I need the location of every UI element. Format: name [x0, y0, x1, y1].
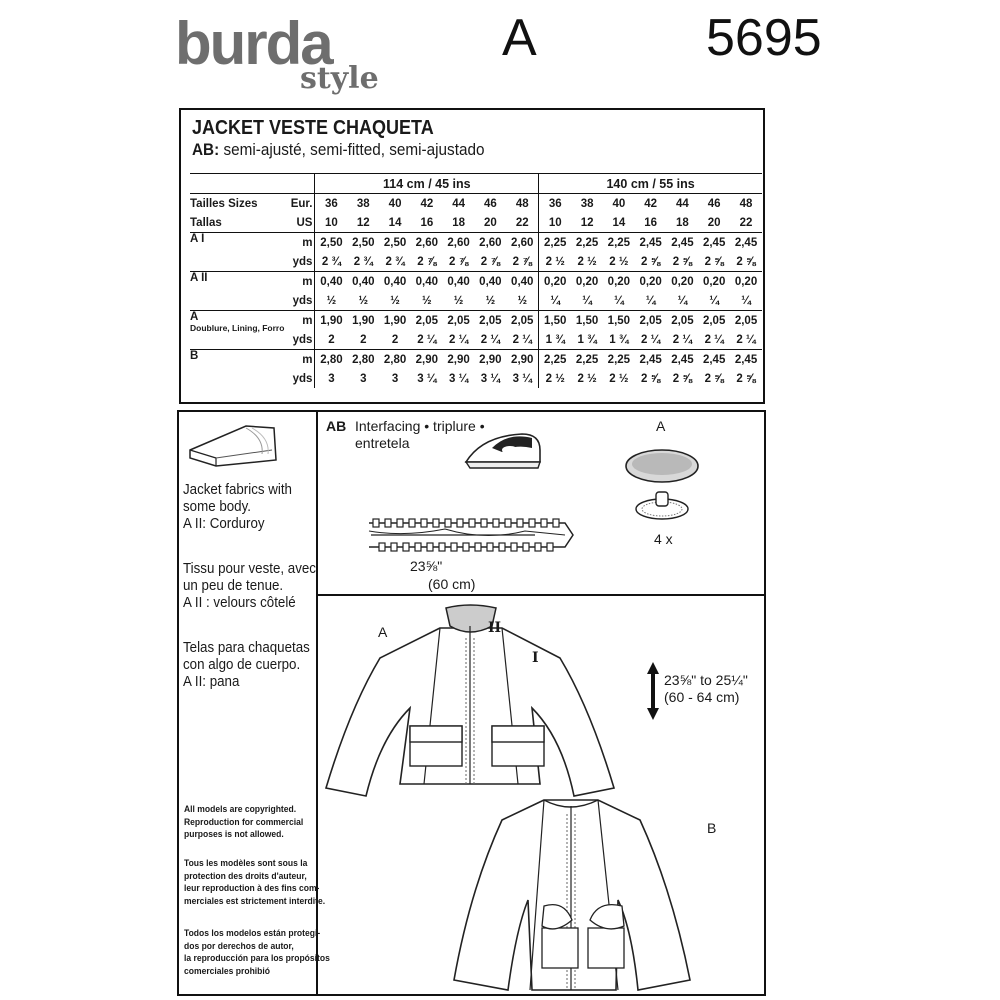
yard-cell: 2 ¾ [353, 255, 373, 268]
yard-cell: ½ [326, 294, 337, 307]
size-eur-cell: 36 [539, 194, 571, 214]
meter-cell: 2,90 [443, 350, 475, 370]
yard-cell: 2 ¼ [704, 333, 724, 346]
row-label [190, 233, 284, 272]
unit-yds: yds [284, 330, 315, 350]
fabric-en-line: some body. [183, 499, 251, 515]
yard-cell: 2 ¼ [641, 333, 661, 346]
yard-cell: 2 ½ [609, 255, 629, 268]
yard-cell: 2 ½ [545, 372, 565, 385]
size-us-cell: 14 [388, 216, 402, 229]
meter-cell: 2,80 [379, 350, 411, 370]
meter-cell: 2,05 [667, 311, 699, 331]
yard-cell: ¼ [614, 294, 624, 307]
meter-cell: 2,50 [347, 233, 379, 253]
yard-cell: 2 ⅞ [417, 255, 437, 268]
size-eur-cell: 38 [347, 194, 379, 214]
meter-cell: 2,45 [635, 350, 667, 370]
fabric-fr-line: un peu de tenue. [183, 578, 284, 594]
unit-m: m [284, 233, 315, 253]
meter-cell: 1,90 [379, 311, 411, 331]
yard-cell: 2 ⅞ [506, 252, 538, 272]
brand-logo-sub: style [300, 61, 379, 96]
copyright-line: Todos los modelos están protegi- [184, 928, 321, 939]
size-eur-cell: 36 [315, 194, 347, 214]
size-eur-cell: 42 [411, 194, 443, 214]
length-arrow-icon [645, 660, 661, 722]
size-us-cell: 16 [644, 216, 658, 229]
table-row [190, 194, 762, 214]
jacket-a-drawing [320, 598, 620, 810]
unit-yds: yds [284, 369, 315, 388]
yardage-table [190, 173, 762, 388]
yard-cell: 2 [328, 333, 335, 346]
yard-cell: 2 ⅝ [704, 255, 724, 268]
yard-cell: 2 [360, 333, 367, 346]
subtitle-text: semi-ajusté, semi-fitted, semi-ajustado [219, 140, 485, 159]
meter-cell: 1,90 [315, 311, 347, 331]
table-row [190, 311, 762, 331]
view-letter: A [502, 9, 537, 67]
size-eur-cell: 44 [667, 194, 699, 214]
copyright-line: protection des droits d'auteur, [184, 870, 307, 882]
copyright-es [184, 928, 330, 978]
table-row [190, 350, 762, 370]
subtitle-prefix: AB: [192, 140, 220, 159]
meter-cell: 2,45 [698, 233, 730, 253]
yard-cell: 3 ¼ [506, 369, 538, 388]
yard-cell: ½ [390, 294, 400, 307]
meter-cell: 2,25 [603, 233, 635, 253]
zipper-length: 23⅝" [410, 558, 443, 574]
size-us-cell: 14 [612, 216, 626, 229]
copyright-fr [184, 858, 325, 908]
unit-m: m [284, 272, 315, 292]
row-label [190, 350, 284, 389]
us-label: US [284, 213, 315, 233]
yard-cell: ½ [506, 291, 538, 311]
meter-cell: 2,80 [347, 350, 379, 370]
yard-cell: 2 ¼ [506, 330, 538, 350]
fabric-fr-line: A II : velours côtelé [183, 595, 296, 611]
size-eur-cell: 40 [379, 194, 411, 214]
size-eur-cell: 46 [474, 194, 506, 214]
meter-cell: 2,05 [443, 311, 475, 331]
yard-cell: 3 [360, 372, 367, 385]
meter-cell: 2,45 [635, 233, 667, 253]
unit-yds: yds [284, 291, 315, 311]
yard-cell: ½ [485, 294, 496, 307]
yard-cell: 2 ⅝ [641, 372, 661, 385]
yard-cell: ¼ [741, 294, 751, 307]
meter-cell: 2,60 [443, 233, 475, 253]
size-us-cell: 10 [548, 216, 562, 229]
yard-cell: 2 ¼ [480, 333, 500, 346]
copyright-line: dos por derechos de autor, [184, 940, 294, 952]
meter-cell: 2,60 [411, 233, 443, 253]
yard-cell: 2 [391, 333, 399, 346]
meter-cell: 0,20 [571, 272, 603, 292]
fabric-swatch-icon [186, 420, 278, 470]
copyright-line: purposes is not allowed. [184, 829, 284, 840]
meter-cell: 0,40 [347, 272, 379, 292]
iron-icon [462, 428, 544, 472]
meter-cell: 0,40 [315, 272, 347, 292]
meter-cell: 0,40 [411, 272, 443, 292]
buttons-label: A [656, 418, 666, 434]
meter-cell: 2,05 [411, 311, 443, 331]
copyright-line: la reproducción para los propósitos [184, 953, 330, 964]
yard-cell: 2 ½ [577, 255, 597, 268]
yard-cell: 3 ¼ [449, 372, 469, 385]
meter-cell: 0,40 [379, 272, 411, 292]
meter-cell: 0,20 [730, 272, 762, 292]
width-group-114: 114 cm / 45 ins [315, 174, 539, 194]
meter-cell: 2,05 [474, 311, 506, 331]
meter-cell: 2,45 [667, 350, 699, 370]
yard-cell: ¼ [582, 294, 592, 307]
copyright-line: All models are copyrighted. [184, 804, 297, 815]
meter-cell: 0,40 [506, 272, 538, 292]
pattern-number: 5695 [706, 9, 822, 67]
interfacing-line: entretela [355, 435, 410, 451]
meter-cell: 1,50 [571, 311, 603, 331]
size-eur-cell: 48 [506, 194, 538, 214]
unit-yds: yds [284, 252, 315, 272]
yard-cell: 2 ¼ [672, 333, 692, 346]
meter-cell: 1,50 [603, 311, 635, 331]
meter-cell: 2,45 [698, 350, 730, 370]
yard-cell: 2 ⅝ [736, 372, 756, 385]
meter-cell: 2,90 [411, 350, 443, 370]
meter-cell: 0,20 [603, 272, 635, 292]
yard-cell: 2 ¼ [736, 333, 756, 346]
yard-cell: 2 ¼ [449, 333, 469, 346]
meter-cell: 2,05 [730, 311, 762, 331]
yard-cell: ¼ [677, 294, 688, 307]
meter-cell: 2,50 [315, 233, 347, 253]
meter-cell: 2,60 [506, 233, 538, 253]
meter-cell: 2,05 [635, 311, 667, 331]
meter-cell: 0,20 [539, 272, 571, 292]
copyright-line: comerciales prohibió [184, 965, 271, 977]
yard-cell: ½ [358, 294, 369, 307]
copyright-line: leur reproduction à des fins com- [184, 883, 320, 894]
fabric-text-fr [183, 561, 316, 612]
yard-cell: 2 ⅞ [449, 255, 469, 268]
yard-cell: 2 ¼ [417, 333, 437, 346]
view-b-label: B [707, 820, 717, 836]
fabric-es-line: A II: pana [183, 674, 240, 690]
meter-cell: 2,45 [667, 233, 699, 253]
meter-cell: 0,40 [443, 272, 475, 292]
button-icon [622, 446, 702, 526]
copyright-line: Tous les modèles sont sous la [184, 858, 308, 869]
row-label-text: B [190, 350, 199, 362]
yard-cell: ½ [453, 294, 464, 307]
fabric-es-line: Telas para chaquetas [183, 640, 310, 656]
size-label: Tailles Sizes [190, 194, 284, 214]
meter-cell: 2,25 [571, 350, 603, 370]
table-row [190, 174, 762, 194]
divider-vertical [316, 410, 318, 996]
length-text [664, 672, 748, 706]
yard-cell: 2 ¾ [321, 255, 342, 268]
row-label-text: A I [190, 233, 205, 245]
yard-cell: ¼ [550, 294, 561, 307]
yard-cell: 1 ¾ [609, 333, 629, 346]
fabric-text-es [183, 640, 310, 691]
meter-cell: 2,50 [379, 233, 411, 253]
unit-m: m [284, 350, 315, 370]
size-eur-cell: 48 [730, 194, 762, 214]
brand-logo: burda [175, 10, 332, 77]
meter-cell: 2,80 [315, 350, 347, 370]
size-eur-cell: 46 [698, 194, 730, 214]
yard-cell: 3 ¼ [480, 372, 500, 385]
size-us-cell: 10 [325, 216, 338, 229]
fabric-ii-marker: II [488, 620, 502, 636]
meter-cell: 2,25 [539, 233, 571, 253]
table-row [190, 233, 762, 253]
length-line: 23⅝" to 25¼" [664, 672, 748, 688]
size-us-cell: 18 [452, 216, 465, 229]
fabric-en-line: Jacket fabrics with [183, 482, 292, 498]
fabric-text-en [183, 482, 292, 533]
meter-cell: 1,90 [347, 311, 379, 331]
size-us-cell: 20 [483, 216, 497, 229]
unit-m: m [284, 311, 315, 331]
copyright-en [184, 804, 303, 842]
meter-cell: 0,20 [635, 272, 667, 292]
copyright-line: Reproduction for commercial [184, 816, 304, 828]
yard-cell: ½ [422, 294, 432, 307]
meter-cell: 2,90 [474, 350, 506, 370]
table-row [190, 213, 762, 233]
eur-label: Eur. [284, 194, 315, 214]
size-us-cell: 22 [506, 213, 538, 233]
size-label-es: Tallas [190, 216, 222, 229]
pattern-subtitle [192, 141, 485, 158]
meter-cell: 2,25 [603, 350, 635, 370]
width-group-140: 140 cm / 55 ins [539, 174, 762, 194]
yard-cell: 3 [328, 372, 335, 385]
yard-cell: 2 ⅝ [704, 372, 724, 385]
size-eur-cell: 40 [603, 194, 635, 214]
copyright-line: merciales est strictement interdite. [184, 895, 326, 907]
size-us-cell: 20 [707, 216, 721, 229]
meter-cell: 2,05 [506, 311, 538, 331]
yard-cell: 2 ½ [577, 372, 597, 385]
view-a-label: A [378, 624, 388, 640]
length-line: (60 - 64 cm) [664, 689, 740, 705]
yard-cell: 1 ¾ [545, 333, 565, 346]
fabric-en-line: A II: Corduroy [183, 516, 265, 532]
meter-cell: 0,40 [474, 272, 506, 292]
yard-cell: 2 ⅝ [672, 255, 692, 268]
yard-cell: 3 ¼ [417, 372, 437, 385]
jacket-b-drawing [446, 780, 696, 994]
size-us-cell: 16 [420, 216, 434, 229]
size-eur-cell: 44 [443, 194, 475, 214]
divider-horizontal [316, 594, 766, 596]
yard-cell: 3 [391, 372, 399, 385]
meter-cell: 2,05 [698, 311, 730, 331]
size-us-cell: 12 [356, 216, 370, 229]
row-label-text: A II [190, 272, 208, 284]
notions-ab-label: AB [326, 418, 347, 434]
size-eur-cell: 42 [635, 194, 667, 214]
meter-cell: 2,45 [730, 350, 762, 370]
yard-cell: 2 ½ [609, 372, 629, 385]
row-sublabel: Doublure, Lining, Forro [190, 323, 285, 333]
meter-cell: 0,20 [667, 272, 699, 292]
yard-cell: ¼ [645, 294, 656, 307]
interfacing-line: Interfacing • triplure • [355, 418, 485, 434]
size-us-cell: 18 [676, 216, 689, 229]
size-us-cell: 22 [739, 216, 753, 229]
meter-cell: 2,25 [539, 350, 571, 370]
yard-cell: 2 ⅝ [736, 255, 756, 268]
meter-cell: 1,50 [539, 311, 571, 331]
row-label-text: A [190, 311, 199, 323]
meter-cell: 2,90 [506, 350, 538, 370]
yard-cell: 2 ¾ [385, 255, 405, 268]
zipper-length-cm: (60 cm) [428, 576, 476, 592]
fabric-fr-line: Tissu pour veste, avec [183, 561, 316, 577]
size-eur-cell: 38 [571, 194, 603, 214]
buttons-quantity: 4 x [654, 531, 673, 547]
yard-cell: ¼ [709, 294, 719, 307]
yard-cell: 2 ⅝ [641, 255, 661, 268]
pattern-title: JACKET VESTE CHAQUETA [192, 117, 434, 139]
meter-cell: 2,25 [571, 233, 603, 253]
size-us-cell: 12 [580, 216, 594, 229]
yard-cell: 2 ⅞ [480, 255, 500, 268]
meter-cell: 0,20 [698, 272, 730, 292]
meter-cell: 2,45 [730, 233, 762, 253]
yard-cell: 1 ¾ [577, 333, 597, 346]
meter-cell: 2,60 [474, 233, 506, 253]
table-row [190, 272, 762, 292]
yard-cell: 2 ⅝ [672, 372, 692, 385]
fabric-i-marker: I [532, 650, 539, 666]
yard-cell: 2 ½ [545, 255, 565, 268]
fabric-es-line: con algo de cuerpo. [183, 657, 301, 673]
row-label [190, 311, 284, 350]
row-label [190, 272, 284, 311]
zipper-icon [365, 515, 577, 559]
